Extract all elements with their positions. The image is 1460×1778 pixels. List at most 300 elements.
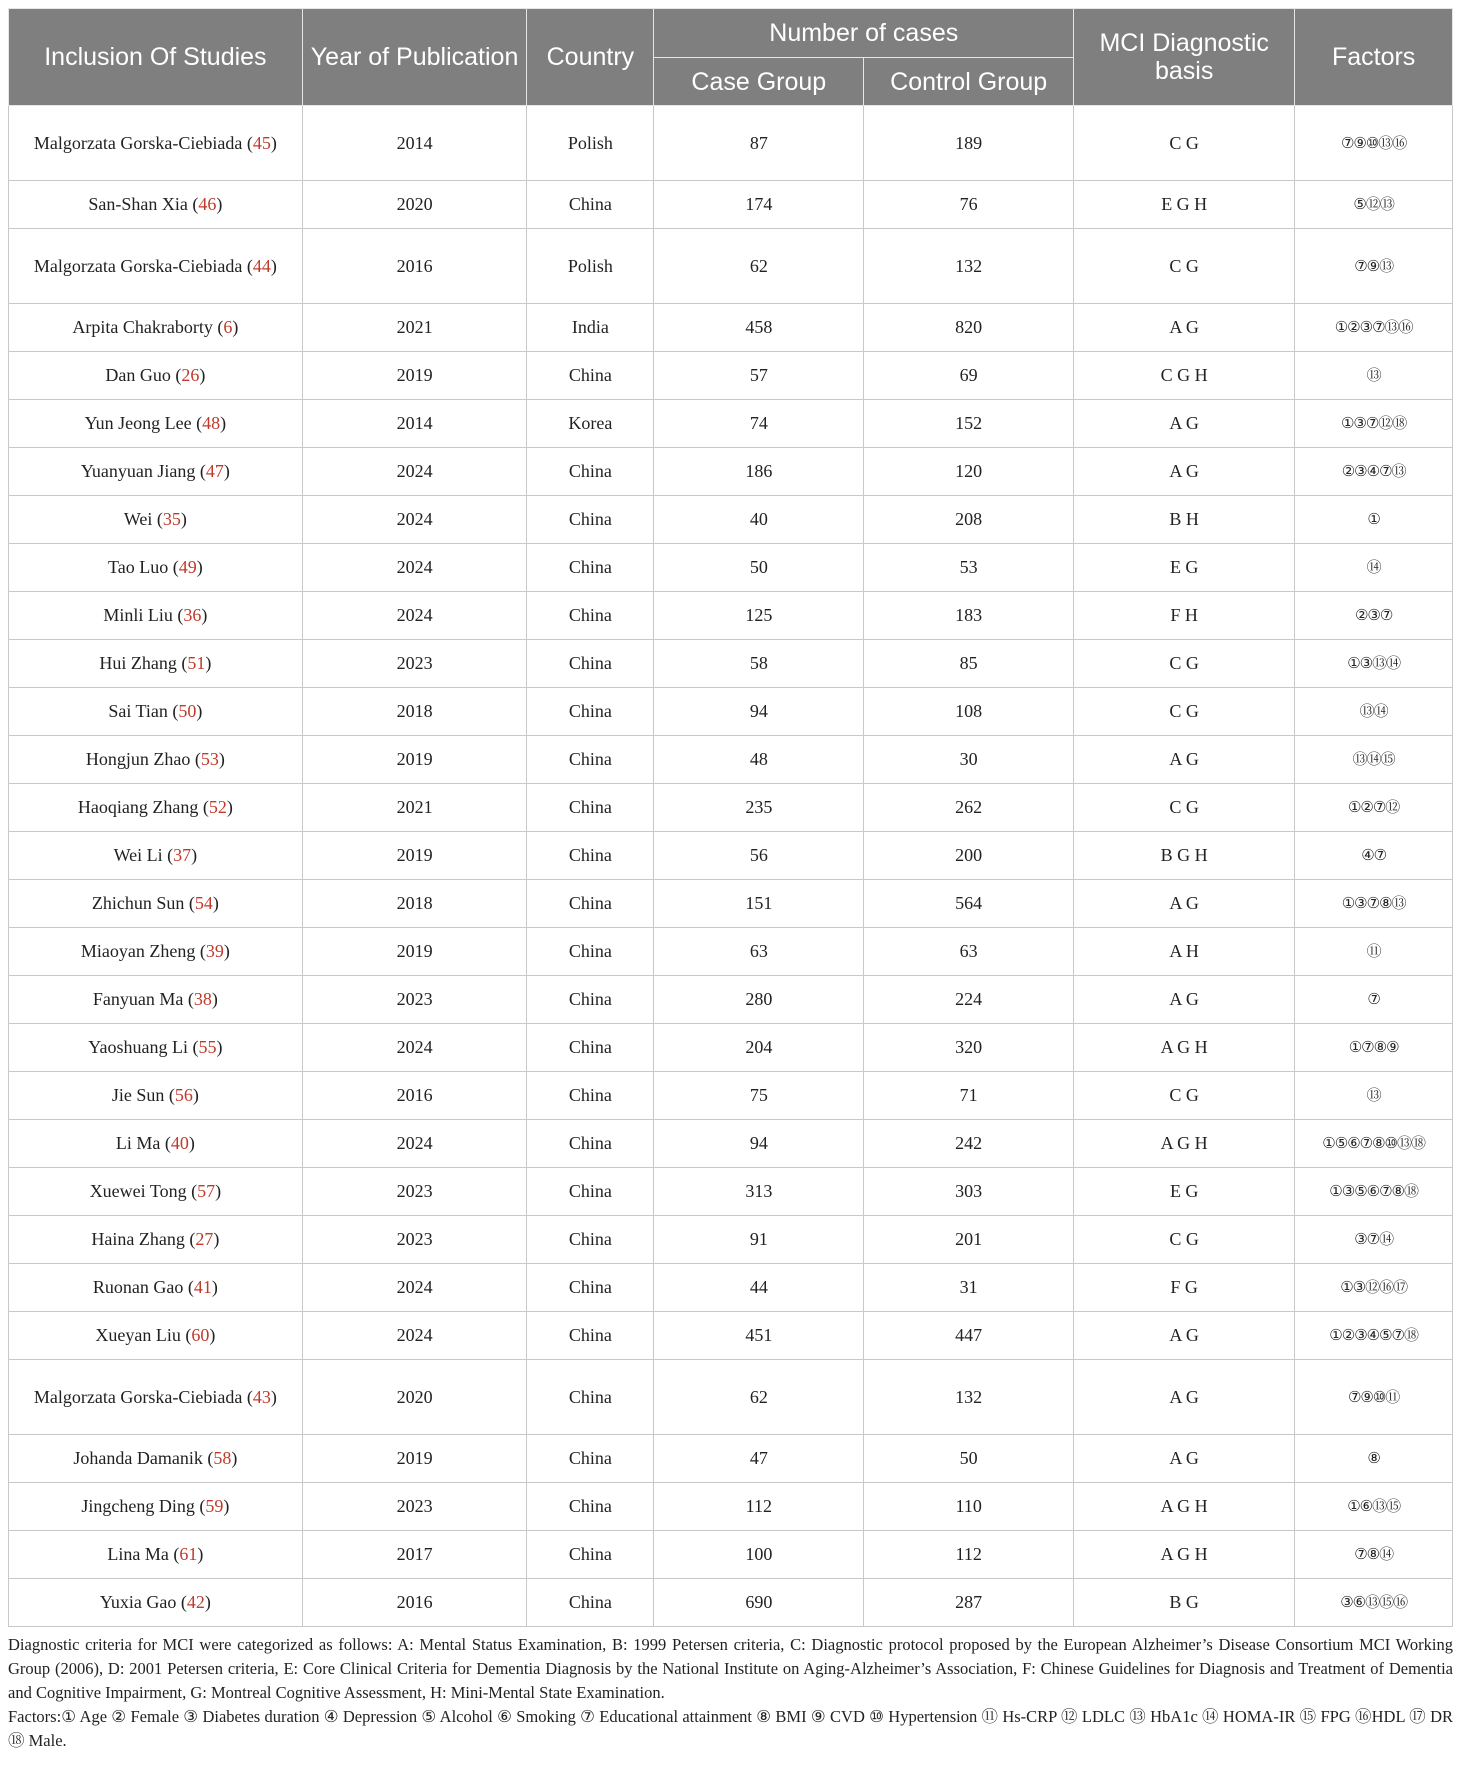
mci-cell: A G (1074, 736, 1295, 784)
control-cell: 201 (864, 1216, 1074, 1264)
case-cell: 690 (654, 1579, 864, 1627)
reference-link[interactable]: 44 (252, 255, 271, 276)
factors-cell: ⑦⑨⑩⑬⑯ (1295, 106, 1453, 181)
control-cell: 120 (864, 448, 1074, 496)
factors-cell: ①③⑤⑥⑦⑧⑱ (1295, 1168, 1453, 1216)
factors-cell: ⑪ (1295, 928, 1453, 976)
country-cell: China (527, 1168, 654, 1216)
year-cell: 2024 (302, 1264, 527, 1312)
country-cell: China (527, 640, 654, 688)
factors-cell: ⑦⑨⑬ (1295, 229, 1453, 304)
year-cell: 2019 (302, 736, 527, 784)
factors-cell: ③⑥⑬⑮⑯ (1295, 1579, 1453, 1627)
reference-link[interactable]: 55 (198, 1037, 217, 1057)
reference-link[interactable]: 37 (173, 845, 192, 865)
study-name: Haoqiang Zhang (77, 797, 199, 817)
factors-cell: ①⑦⑧⑨ (1295, 1024, 1453, 1072)
year-cell: 2016 (302, 229, 527, 304)
reference-link[interactable]: 46 (198, 194, 217, 214)
reference-link[interactable]: 53 (200, 749, 219, 769)
study-cell: Haoqiang Zhang (52) (9, 784, 303, 832)
case-cell: 87 (654, 106, 864, 181)
study-name: Hongjun Zhao (85, 749, 191, 769)
reference-link[interactable]: 35 (162, 509, 181, 529)
study-name: Ruonan Gao (92, 1277, 184, 1297)
year-cell: 2024 (302, 448, 527, 496)
study-name: Arpita Chakraborty (72, 317, 213, 337)
country-cell: China (527, 544, 654, 592)
control-cell: 242 (864, 1120, 1074, 1168)
factors-note: Factors:① Age ② Female ③ Diabetes duration ④ Depression ⑤ Alcohol ⑥ Smoking ⑦ Educational attainment ⑧ BMI ⑨ CVD ⑩ Hypertension ⑪ Hs-CRP ⑫ LDLC ⑬ HbA1c ⑭ HOMA-IR ⑮ FPG ⑯HDL ⑰ DR ⑱ Male. (8, 1707, 1453, 1750)
factors-cell: ①③⑦⑧⑬ (1295, 880, 1453, 928)
country-cell: China (527, 1435, 654, 1483)
control-cell: 30 (864, 736, 1074, 784)
study-cell: Malgorzata Gorska-Ciebiada (45) (9, 106, 303, 181)
reference-link[interactable]: 58 (213, 1448, 232, 1468)
case-cell: 48 (654, 736, 864, 784)
table-row (9, 1120, 1453, 1168)
header-year: Year of Publication (302, 9, 527, 106)
mci-cell: C G (1074, 784, 1295, 832)
study-name: Yuanyuan Jiang (80, 461, 196, 481)
case-cell: 280 (654, 976, 864, 1024)
control-cell: 50 (864, 1435, 1074, 1483)
case-cell: 62 (654, 1360, 864, 1435)
factors-cell: ⑬ (1295, 1072, 1453, 1120)
factors-cell: ⑬ (1295, 352, 1453, 400)
factors-cell: ⑦⑨⑩⑪ (1295, 1360, 1453, 1435)
country-cell: China (527, 1072, 654, 1120)
reference-link[interactable]: 45 (252, 132, 271, 153)
study-name: Jingcheng Ding (81, 1496, 195, 1516)
reference-link[interactable]: 57 (197, 1181, 216, 1201)
control-cell: 69 (864, 352, 1074, 400)
reference-link[interactable]: 39 (205, 941, 224, 961)
study-cell: Malgorzata Gorska-Ciebiada (43) (9, 1360, 303, 1435)
year-cell: 2024 (302, 496, 527, 544)
reference-link[interactable]: 54 (194, 893, 213, 913)
table-row (9, 106, 1453, 181)
country-cell: China (527, 1579, 654, 1627)
factors-cell: ⑤⑫⑬ (1295, 181, 1453, 229)
mci-cell: F G (1074, 1264, 1295, 1312)
control-cell: 71 (864, 1072, 1074, 1120)
year-cell: 2024 (302, 544, 527, 592)
study-name: Yun Jeong Lee (84, 413, 192, 433)
study-cell: Fanyuan Ma (38) (9, 976, 303, 1024)
reference-link[interactable]: 40 (170, 1133, 189, 1153)
factors-cell: ①③⑬⑭ (1295, 640, 1453, 688)
table-row (9, 448, 1453, 496)
mci-cell: C G H (1074, 352, 1295, 400)
year-cell: 2017 (302, 1531, 527, 1579)
table-row (9, 1531, 1453, 1579)
criteria-note: Diagnostic criteria for MCI were categorized as follows: A: Mental Status Examination, B: 1999 Petersen criteria, C: Diagnostic protocol proposed by the European Alzheimer’s Disease Consortium MCI Working Group (2006), D: 2001 Petersen criteria, E: Core Clinical Criteria for Dementia Diagnosis by the National Institute on Aging-Alzheimer’s Association, F: Chinese Guidelines for Diagnosis and Treatment of Dementia and Cognitive Impairment, G: Montreal Cognitive Assessment, H: Mini-Mental State Examination. (8, 1635, 1453, 1702)
control-cell: 189 (864, 106, 1074, 181)
study-name: Zhichun Sun (91, 893, 185, 913)
table-row (9, 1360, 1453, 1435)
factors-cell: ⑧ (1295, 1435, 1453, 1483)
mci-cell: E G (1074, 544, 1295, 592)
control-cell: 31 (864, 1264, 1074, 1312)
year-cell: 2023 (302, 1168, 527, 1216)
study-cell: Yuxia Gao (42) (9, 1579, 303, 1627)
control-cell: 132 (864, 1360, 1074, 1435)
control-cell: 320 (864, 1024, 1074, 1072)
year-cell: 2023 (302, 1216, 527, 1264)
case-cell: 63 (654, 928, 864, 976)
mci-cell: E G (1074, 1168, 1295, 1216)
year-cell: 2023 (302, 976, 527, 1024)
reference-link[interactable]: 38 (193, 989, 212, 1009)
year-cell: 2024 (302, 1024, 527, 1072)
control-cell: 63 (864, 928, 1074, 976)
study-name: Xueyan Liu (95, 1325, 181, 1345)
mci-cell: A G (1074, 976, 1295, 1024)
country-cell: China (527, 1360, 654, 1435)
reference-link[interactable]: 41 (193, 1277, 212, 1297)
factors-cell: ②③⑦ (1295, 592, 1453, 640)
mci-cell: A G H (1074, 1483, 1295, 1531)
study-cell: Xueyan Liu (60) (9, 1312, 303, 1360)
study-cell: Li Ma (40) (9, 1120, 303, 1168)
table-row (9, 1168, 1453, 1216)
study-cell: Arpita Chakraborty (6) (9, 304, 303, 352)
header-number-of-cases: Number of cases (654, 9, 1074, 58)
country-cell: China (527, 352, 654, 400)
reference-link[interactable]: 26 (181, 365, 200, 385)
reference-link[interactable]: 36 (183, 605, 202, 625)
country-cell: Korea (527, 400, 654, 448)
table-container (8, 8, 1453, 1753)
study-cell: Lina Ma (61) (9, 1531, 303, 1579)
case-cell: 186 (654, 448, 864, 496)
country-cell: China (527, 496, 654, 544)
mci-cell: B G (1074, 1579, 1295, 1627)
table-row (9, 880, 1453, 928)
factors-cell: ①②⑦⑫ (1295, 784, 1453, 832)
study-cell: Hui Zhang (51) (9, 640, 303, 688)
table-row (9, 1072, 1453, 1120)
mci-cell: C G (1074, 688, 1295, 736)
control-cell: 132 (864, 229, 1074, 304)
reference-link[interactable]: 48 (202, 413, 221, 433)
mci-cell: A G (1074, 1435, 1295, 1483)
reference-link[interactable]: 60 (191, 1325, 210, 1345)
control-cell: 108 (864, 688, 1074, 736)
study-name: Malgorzata Gorska-Ciebiada (33, 132, 243, 153)
control-cell: 200 (864, 832, 1074, 880)
study-cell: Miaoyan Zheng (39) (9, 928, 303, 976)
case-cell: 40 (654, 496, 864, 544)
study-name: Malgorzata Gorska-Ciebiada (33, 1386, 243, 1407)
study-name: Li Ma (115, 1133, 161, 1153)
mci-cell: A G H (1074, 1024, 1295, 1072)
table-row (9, 976, 1453, 1024)
factors-cell: ① (1295, 496, 1453, 544)
mci-cell: C G (1074, 1216, 1295, 1264)
control-cell: 76 (864, 181, 1074, 229)
control-cell: 208 (864, 496, 1074, 544)
study-name: Xuewei Tong (89, 1181, 187, 1201)
factors-cell: ③⑦⑭ (1295, 1216, 1453, 1264)
year-cell: 2019 (302, 352, 527, 400)
study-name: Haina Zhang (91, 1229, 185, 1249)
table-row (9, 688, 1453, 736)
reference-link[interactable]: 52 (208, 797, 227, 817)
control-cell: 224 (864, 976, 1074, 1024)
study-cell: Yun Jeong Lee (48) (9, 400, 303, 448)
year-cell: 2020 (302, 181, 527, 229)
table-row (9, 181, 1453, 229)
case-cell: 62 (654, 229, 864, 304)
control-cell: 820 (864, 304, 1074, 352)
mci-cell: A G (1074, 880, 1295, 928)
study-name: Jie Sun (111, 1085, 165, 1105)
country-cell: China (527, 1264, 654, 1312)
study-cell: Wei (35) (9, 496, 303, 544)
case-cell: 94 (654, 1120, 864, 1168)
year-cell: 2024 (302, 1120, 527, 1168)
study-name: Miaoyan Zheng (80, 941, 196, 961)
case-cell: 100 (654, 1531, 864, 1579)
factors-cell: ②③④⑦⑬ (1295, 448, 1453, 496)
mci-cell: A G (1074, 304, 1295, 352)
table-row (9, 1312, 1453, 1360)
study-name: Yuxia Gao (99, 1592, 177, 1612)
studies-table (8, 8, 1453, 1627)
study-name: Tao Luo (108, 557, 169, 577)
year-cell: 2024 (302, 1312, 527, 1360)
factors-cell: ①⑥⑬⑮ (1295, 1483, 1453, 1531)
mci-cell: F H (1074, 592, 1295, 640)
header-case-group: Case Group (654, 58, 864, 106)
table-notes (8, 1633, 1453, 1753)
table-body (9, 106, 1453, 1627)
mci-cell: A H (1074, 928, 1295, 976)
study-cell: Haina Zhang (27) (9, 1216, 303, 1264)
case-cell: 151 (654, 880, 864, 928)
study-cell: Yaoshuang Li (55) (9, 1024, 303, 1072)
study-cell: Sai Tian (50) (9, 688, 303, 736)
case-cell: 57 (654, 352, 864, 400)
study-cell: Xuewei Tong (57) (9, 1168, 303, 1216)
mci-cell: B G H (1074, 832, 1295, 880)
country-cell: China (527, 1024, 654, 1072)
case-cell: 94 (654, 688, 864, 736)
table-row (9, 1435, 1453, 1483)
reference-link[interactable]: 50 (178, 701, 197, 721)
study-name: Sai Tian (108, 701, 168, 721)
mci-cell: C G (1074, 640, 1295, 688)
country-cell: China (527, 181, 654, 229)
case-cell: 44 (654, 1264, 864, 1312)
year-cell: 2021 (302, 784, 527, 832)
year-cell: 2018 (302, 880, 527, 928)
case-cell: 112 (654, 1483, 864, 1531)
study-name: Johanda Damanik (73, 1448, 203, 1468)
study-name: Minli Liu (103, 605, 173, 625)
control-cell: 447 (864, 1312, 1074, 1360)
study-name: Dan Guo (105, 365, 171, 385)
mci-cell: B H (1074, 496, 1295, 544)
reference-link[interactable]: 56 (174, 1085, 193, 1105)
control-cell: 564 (864, 880, 1074, 928)
study-cell: Malgorzata Gorska-Ciebiada (44) (9, 229, 303, 304)
case-cell: 174 (654, 181, 864, 229)
header-control-group: Control Group (864, 58, 1074, 106)
study-name: Malgorzata Gorska-Ciebiada (33, 255, 243, 276)
table-row (9, 544, 1453, 592)
study-cell: Yuanyuan Jiang (47) (9, 448, 303, 496)
case-cell: 58 (654, 640, 864, 688)
study-name: Wei Li (113, 845, 163, 865)
table-row (9, 304, 1453, 352)
country-cell: China (527, 688, 654, 736)
table-row (9, 1579, 1453, 1627)
study-name: Yaoshuang Li (88, 1037, 188, 1057)
mci-cell: C G (1074, 106, 1295, 181)
year-cell: 2016 (302, 1072, 527, 1120)
study-name: San-Shan Xia (88, 194, 188, 214)
study-cell: Dan Guo (26) (9, 352, 303, 400)
reference-link[interactable]: 47 (205, 461, 224, 481)
factors-cell: ④⑦ (1295, 832, 1453, 880)
case-cell: 451 (654, 1312, 864, 1360)
country-cell: China (527, 832, 654, 880)
control-cell: 85 (864, 640, 1074, 688)
header-inclusion: Inclusion Of Studies (9, 9, 303, 106)
table-row (9, 352, 1453, 400)
study-cell: Minli Liu (36) (9, 592, 303, 640)
control-cell: 112 (864, 1531, 1074, 1579)
factors-cell: ①②③④⑤⑦⑱ (1295, 1312, 1453, 1360)
study-cell: Wei Li (37) (9, 832, 303, 880)
study-cell: Johanda Damanik (58) (9, 1435, 303, 1483)
factors-cell: ⑭ (1295, 544, 1453, 592)
reference-link[interactable]: 51 (187, 653, 206, 673)
case-cell: 47 (654, 1435, 864, 1483)
case-cell: 75 (654, 1072, 864, 1120)
country-cell: Polish (527, 106, 654, 181)
table-row (9, 736, 1453, 784)
factors-cell: ①②③⑦⑬⑯ (1295, 304, 1453, 352)
case-cell: 50 (654, 544, 864, 592)
control-cell: 53 (864, 544, 1074, 592)
country-cell: China (527, 448, 654, 496)
mci-cell: A G (1074, 1312, 1295, 1360)
reference-link[interactable]: 27 (195, 1229, 214, 1249)
case-cell: 235 (654, 784, 864, 832)
control-cell: 110 (864, 1483, 1074, 1531)
factors-cell: ①③⑫⑯⑰ (1295, 1264, 1453, 1312)
control-cell: 152 (864, 400, 1074, 448)
year-cell: 2014 (302, 400, 527, 448)
year-cell: 2019 (302, 1435, 527, 1483)
year-cell: 2016 (302, 1579, 527, 1627)
reference-link[interactable]: 43 (252, 1386, 271, 1407)
reference-link[interactable]: 42 (186, 1592, 205, 1612)
control-cell: 303 (864, 1168, 1074, 1216)
country-cell: China (527, 592, 654, 640)
study-cell: Hongjun Zhao (53) (9, 736, 303, 784)
reference-link[interactable]: 59 (205, 1496, 224, 1516)
factors-cell: ①⑤⑥⑦⑧⑩⑬⑱ (1295, 1120, 1453, 1168)
study-cell: San-Shan Xia (46) (9, 181, 303, 229)
country-cell: China (527, 928, 654, 976)
year-cell: 2019 (302, 928, 527, 976)
reference-link[interactable]: 49 (178, 557, 197, 577)
factors-cell: ⑬⑭⑮ (1295, 736, 1453, 784)
case-cell: 91 (654, 1216, 864, 1264)
factors-cell: ⑦ (1295, 976, 1453, 1024)
factors-cell: ⑬⑭ (1295, 688, 1453, 736)
study-cell: Jie Sun (56) (9, 1072, 303, 1120)
table-row (9, 1216, 1453, 1264)
control-cell: 262 (864, 784, 1074, 832)
study-cell: Tao Luo (49) (9, 544, 303, 592)
study-name: Hui Zhang (99, 653, 177, 673)
mci-cell: C G (1074, 1072, 1295, 1120)
mci-cell: C G (1074, 229, 1295, 304)
study-name: Lina Ma (107, 1544, 169, 1564)
case-cell: 204 (654, 1024, 864, 1072)
mci-cell: A G (1074, 448, 1295, 496)
country-cell: China (527, 1312, 654, 1360)
table-row (9, 832, 1453, 880)
year-cell: 2018 (302, 688, 527, 736)
study-cell: Jingcheng Ding (59) (9, 1483, 303, 1531)
header-mci-basis: MCI Diagnostic basis (1074, 9, 1295, 106)
table-row (9, 640, 1453, 688)
study-cell: Zhichun Sun (54) (9, 880, 303, 928)
header-country: Country (527, 9, 654, 106)
year-cell: 2021 (302, 304, 527, 352)
table-row (9, 928, 1453, 976)
country-cell: China (527, 1531, 654, 1579)
country-cell: China (527, 784, 654, 832)
year-cell: 2024 (302, 592, 527, 640)
case-cell: 74 (654, 400, 864, 448)
country-cell: China (527, 880, 654, 928)
mci-cell: A G (1074, 400, 1295, 448)
case-cell: 125 (654, 592, 864, 640)
table-row (9, 496, 1453, 544)
mci-cell: A G (1074, 1360, 1295, 1435)
country-cell: China (527, 1483, 654, 1531)
table-row (9, 592, 1453, 640)
country-cell: Polish (527, 229, 654, 304)
reference-link[interactable]: 6 (223, 317, 233, 337)
mci-cell: A G H (1074, 1120, 1295, 1168)
table-row (9, 400, 1453, 448)
country-cell: China (527, 1120, 654, 1168)
table-row (9, 229, 1453, 304)
study-cell: Ruonan Gao (41) (9, 1264, 303, 1312)
case-cell: 458 (654, 304, 864, 352)
header-factors: Factors (1295, 9, 1453, 106)
reference-link[interactable]: 61 (179, 1544, 198, 1564)
study-name: Fanyuan Ma (92, 989, 184, 1009)
mci-cell: E G H (1074, 181, 1295, 229)
case-cell: 56 (654, 832, 864, 880)
mci-cell: A G H (1074, 1531, 1295, 1579)
year-cell: 2023 (302, 640, 527, 688)
factors-cell: ①③⑦⑫⑱ (1295, 400, 1453, 448)
table-row (9, 784, 1453, 832)
control-cell: 287 (864, 1579, 1074, 1627)
table-row (9, 1483, 1453, 1531)
